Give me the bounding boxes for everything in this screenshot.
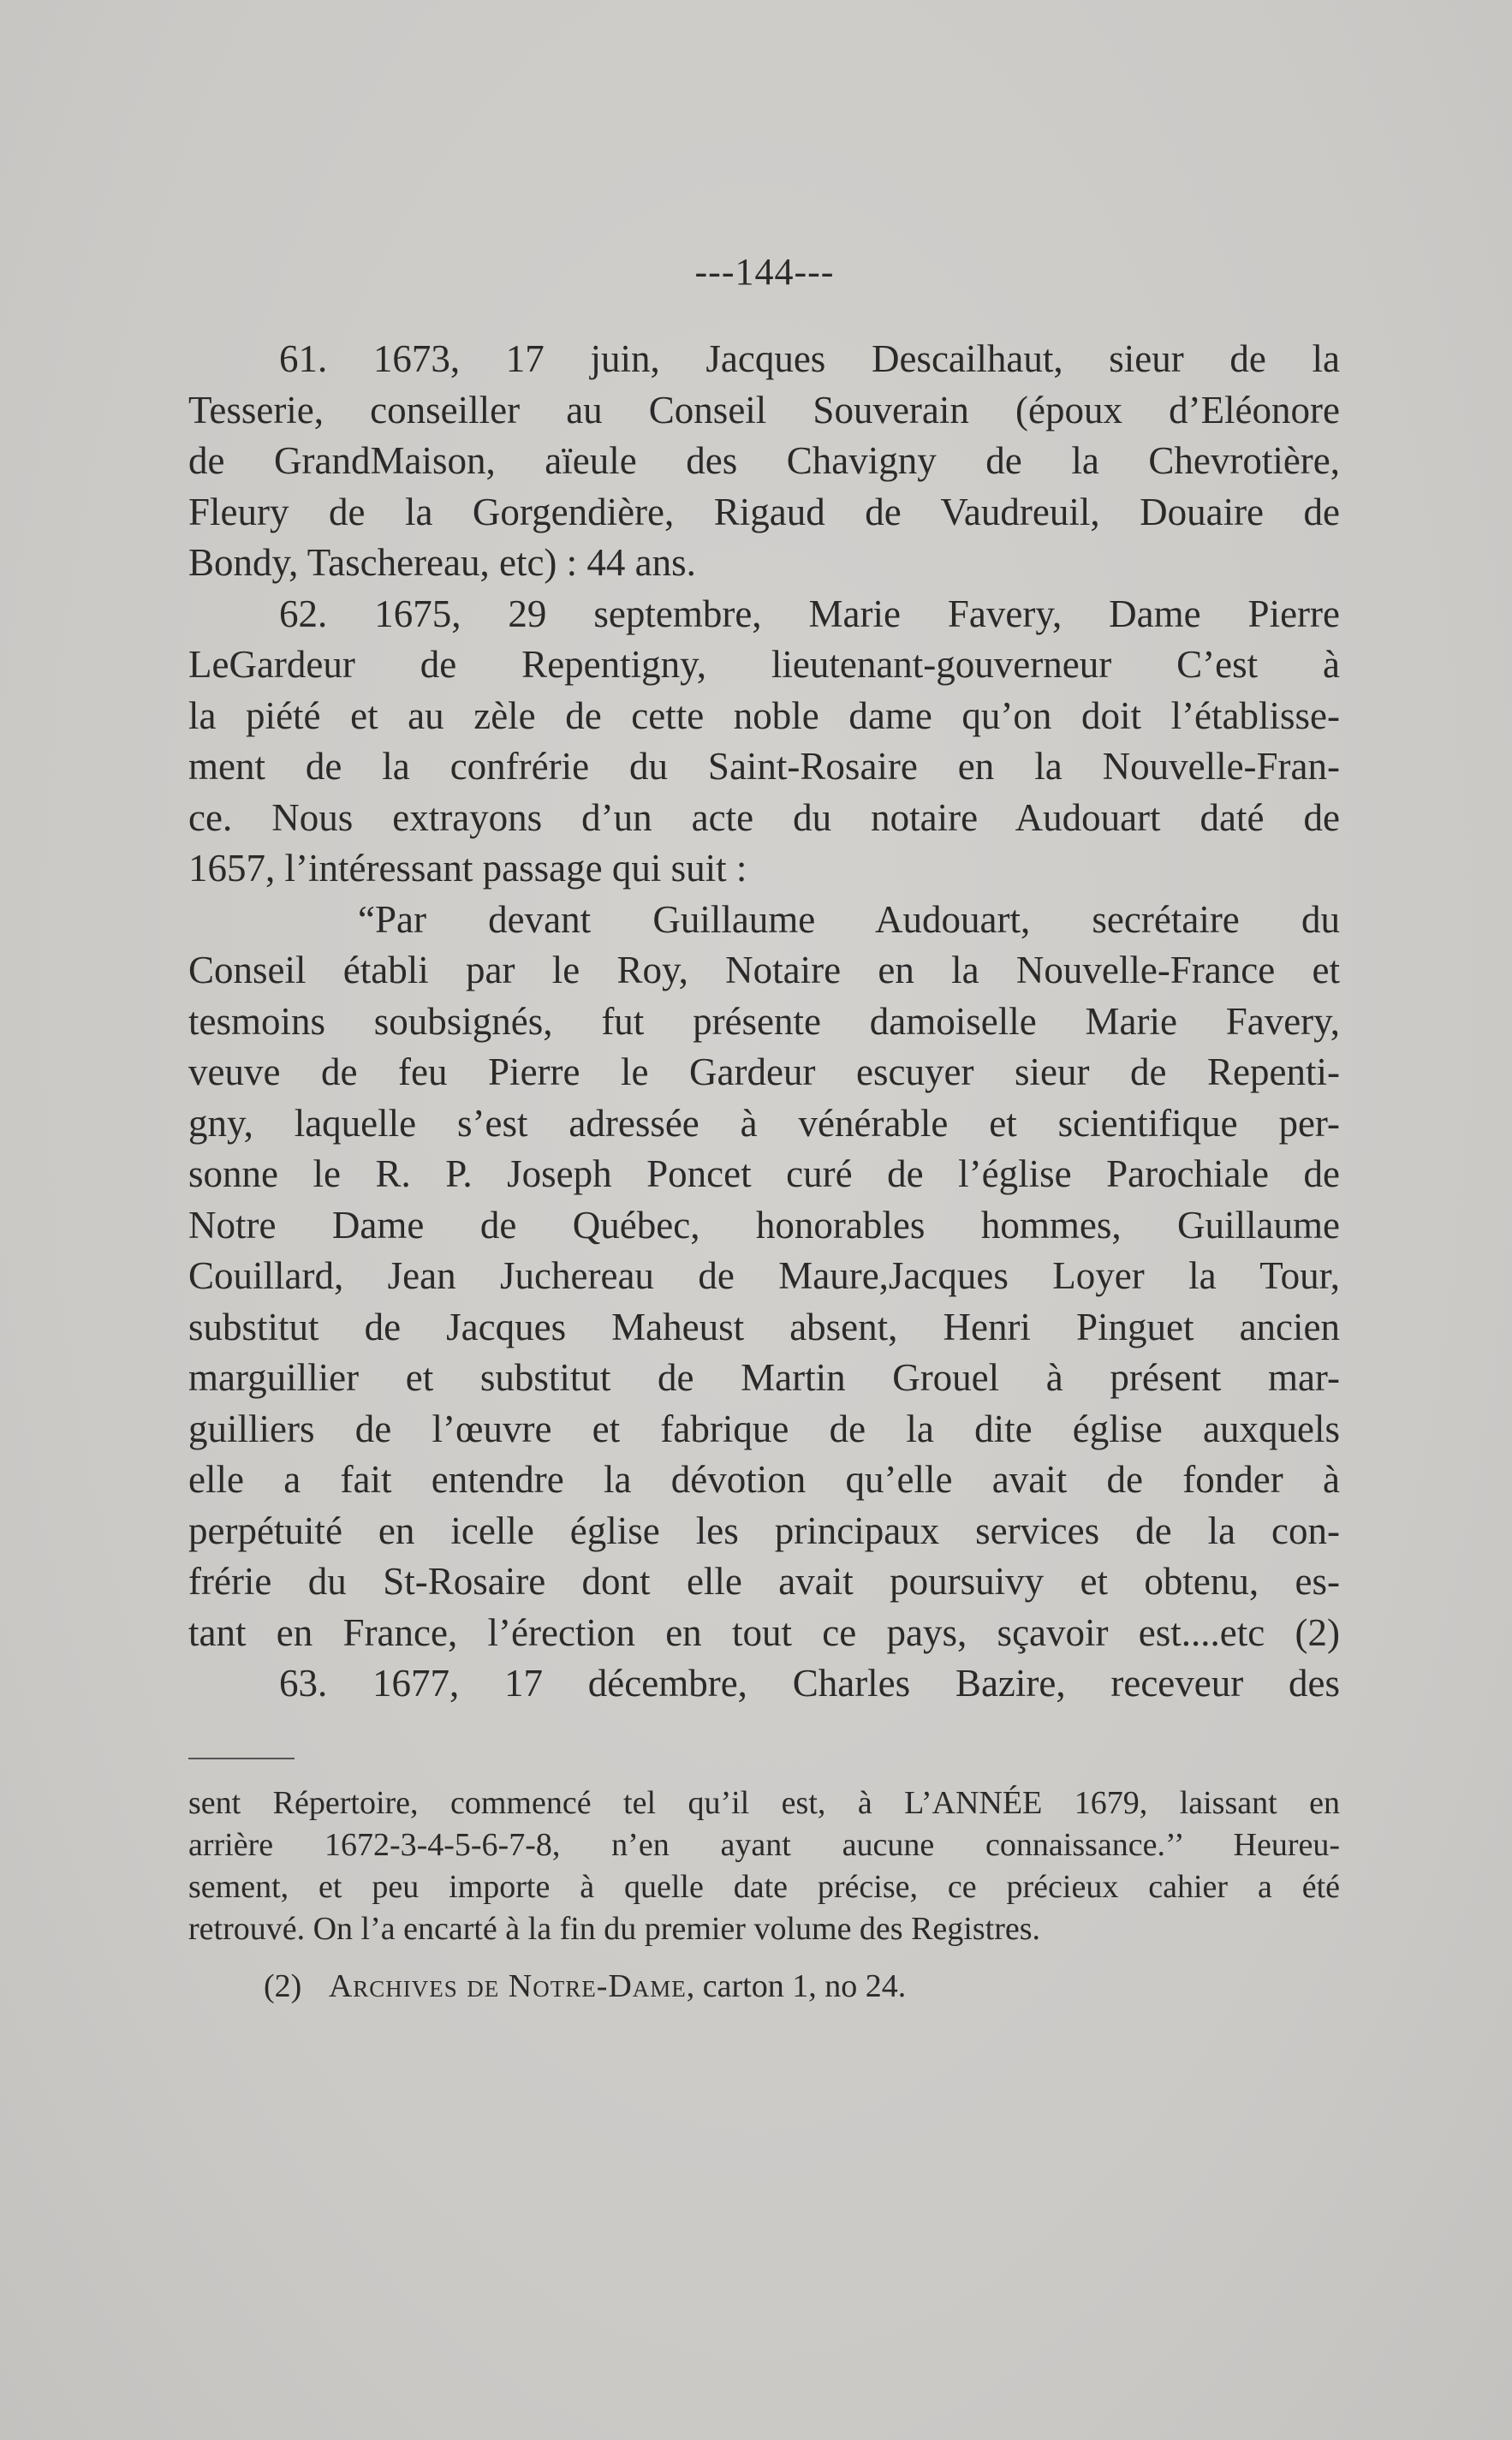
footnote-continuation [188,1782,1340,1950]
body-line: Conseil établi par le Roy, Notaire en la Nouvelle-France et [188,949,1340,991]
body-line: perpétuité en icelle église les principaux services de la con- [188,1509,1340,1552]
footnote-line: sent Répertoire, commencé tel qu’il est, à L’ANNÉE 1679, laissant en [188,1785,1340,1821]
body-line: ce. Nous extrayons d’un acte du notaire Audouart daté de [188,795,1340,839]
body-line: tesmoins soubsignés, fut présente damoiselle Marie Favery, [188,999,1340,1043]
body-line: Fleury de la Gorgendière, Rigaud de Vaudreuil, Douaire de [188,490,1340,533]
body-line: de GrandMaison, aïeule des Chavigny de la Chevrotière, [188,439,1340,482]
body-line: Couillard, Jean Juchereau de Maure,Jacques Loyer la Tour, [188,1254,1340,1297]
footnotes [188,1782,1340,2008]
body-line: tant en France, l’érection en tout ce pays, sçavoir est....etc (2) [188,1610,1340,1654]
footnote-separator [188,1758,295,1759]
footnote-line: arrière 1672-3-4-5-6-7-8, n’en ayant aucune connaissance.’’ Heureu- [188,1827,1340,1863]
body-line: 1657, l’intéressant passage qui suit : [188,847,747,890]
body-line: elle a fait entendre la dévotion qu’elle avait de fonder à [188,1458,1340,1501]
body-line: substitut de Jacques Maheust absent, Henri Pinguet ancien [188,1305,1340,1348]
body-line: marguillier et substitut de Martin Grouel à présent mar- [188,1356,1340,1399]
body-line: Notre Dame de Québec, honorables hommes, Guillaume [188,1203,1340,1247]
page-number: ---144--- [694,251,835,293]
body-line: LeGardeur de Repentigny, lieutenant-gouverneur C’est à [188,643,1340,686]
body-line: Bondy, Taschereau, etc) : 44 ans. [188,541,696,584]
body-line: sonne le R. P. Joseph Poncet curé de l’église Parochiale de [188,1152,1340,1195]
body-line: gny, laquelle s’est adressée à vénérable et scientifique per- [188,1101,1340,1145]
body-line: frérie du St-Rosaire dont elle avait poursuivy et obtenu, es- [188,1560,1340,1603]
body-line: 62. 1675, 29 septembre, Marie Favery, Dame Pierre [279,592,1340,635]
body-line: la piété et au zèle de cette noble dame qu’on doit l’établisse- [188,693,1340,737]
footnote-2-detail: , carton 1, no 24. [686,1968,907,2004]
body-line: “Par devant Guillaume Audouart, secrétaire du [358,897,1340,941]
body-text [188,334,1340,1710]
footnote-line: sement, et peu importe à quelle date précise, ce précieux cahier a été [188,1869,1340,1905]
body-line: 63. 1677, 17 décembre, Charles Bazire, receveur des [279,1662,1340,1705]
body-line: guilliers de l’œuvre et fabrique de la dite église auxquels [188,1407,1340,1450]
footnote-2 [188,1966,1340,2008]
body-line: ment de la confrérie du Saint-Rosaire en la Nouvelle-Fran- [188,745,1340,788]
footnote-line: retrouvé. On l’a encarté à la fin du premier volume des Registres. [188,1911,1041,1947]
footnote-2-marker: (2) [264,1968,302,2004]
body-line: veuve de feu Pierre le Gardeur escuyer sieur de Repenti- [188,1050,1340,1093]
body-line: Tesserie, conseiller au Conseil Souverain (époux d’Eléonore [188,388,1340,431]
footnote-2-source: Archives de Notre-Dame [328,1968,687,2004]
body-line: 61. 1673, 17 juin, Jacques Descailhaut, sieur de la [279,337,1340,380]
